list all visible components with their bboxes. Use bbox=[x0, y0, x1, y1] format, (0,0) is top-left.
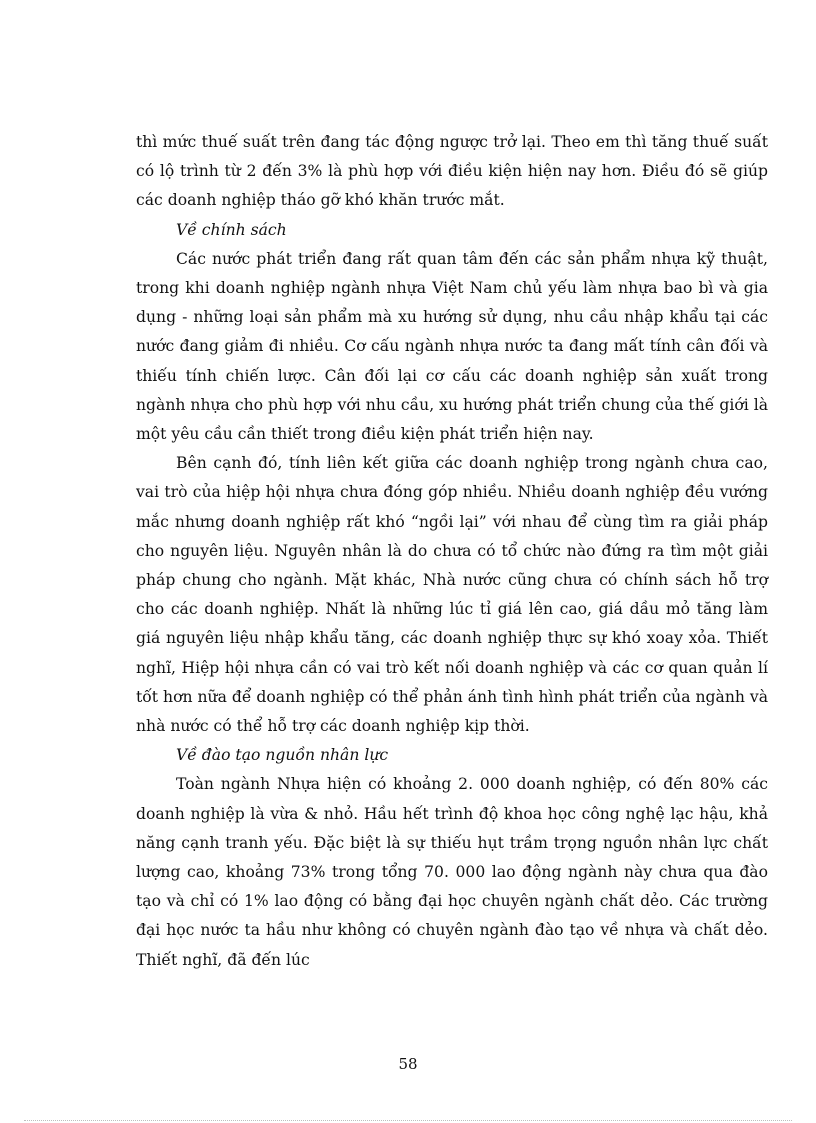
body-text bbox=[136, 128, 768, 975]
paragraph-tax-rate-continuation: thì mức thuế suất trên đang tác động ngược trở lại. Theo em thì tăng thuế suất có lộ trình từ 2 đến 3% là phù hợp với điều kiện hiện nay hơn. Điều đó sẽ giúp các doanh nghiệp tháo gỡ khó khăn trước mắt. bbox=[136, 133, 768, 210]
section-heading-human-resources: Về đào tạo nguồn nhân lực bbox=[176, 746, 389, 765]
section-heading-policy: Về chính sách bbox=[176, 220, 287, 239]
paragraph-human-resources: Toàn ngành Nhựa hiện có khoảng 2. 000 doanh nghiệp, có đến 80% các doanh nghiệp là vừa & nhỏ. Hầu hết trình độ khoa học công nghệ lạc hậu, khả năng cạnh tranh yếu. Đặc biệt là sự thiếu hụt trầm trọng nguồn nhân lực chất lượng cao, khoảng 73% trong tổng 70. 000 lao động ngành này chưa qua đào tạo và chỉ có 1% lao động có bằng đại học chuyên ngành chất dẻo. Các trường đại học nước ta hầu như không có chuyên ngành đào tạo về nhựa và chất dẻo. Thiết nghĩ, đã đến lúc bbox=[136, 775, 768, 969]
page-bottom-divider bbox=[24, 1120, 792, 1121]
paragraph-association-linkage: Bên cạnh đó, tính liên kết giữa các doanh nghiệp trong ngành chưa cao, vai trò của hiệp hội nhựa chưa đóng góp nhiều. Nhiều doanh nghiệp đều vướng mắc nhưng doanh nghiệp rất khó “ngồi lại” với nhau để cùng tìm ra giải pháp cho nguyên liệu. Nguyên nhân là do chưa có tổ chức nào đứng ra tìm một giải pháp chung cho ngành. Mặt khác, Nhà nước cũng chưa có chính sách hỗ trợ cho các doanh nghiệp. Nhất là những lúc tỉ giá lên cao, giá dầu mỏ tăng làm giá nguyên liệu nhập khẩu tăng, các doanh nghiệp thực sự khó xoay xỏa. Thiết nghĩ, Hiệp hội nhựa cần có vai trò kết nối doanh nghiệp và các cơ quan quản lí tốt hơn nữa để doanh nghiệp có thể phản ánh tình hình phát triển của ngành và nhà nước có thể hỗ trợ các doanh nghiệp kịp thời. bbox=[136, 454, 768, 736]
paragraph-policy-structure: Các nước phát triển đang rất quan tâm đến các sản phẩm nhựa kỹ thuật, trong khi doanh nghiệp ngành nhựa Việt Nam chủ yếu làm nhựa bao bì và gia dụng - những loại sản phẩm mà xu hướng sử dụng, nhu cầu nhập khẩu tại các nước đang giảm đi nhiều. Cơ cấu ngành nhựa nước ta đang mất tính cân đối và thiếu tính chiến lược. Cân đối lại cơ cấu các doanh nghiệp sản xuất trong ngành nhựa cho phù hợp với nhu cầu, xu hướng phát triển chung của thế giới là một yêu cầu cần thiết trong điều kiện phát triển hiện nay. bbox=[136, 249, 768, 444]
page-number: 58 bbox=[398, 1055, 418, 1073]
